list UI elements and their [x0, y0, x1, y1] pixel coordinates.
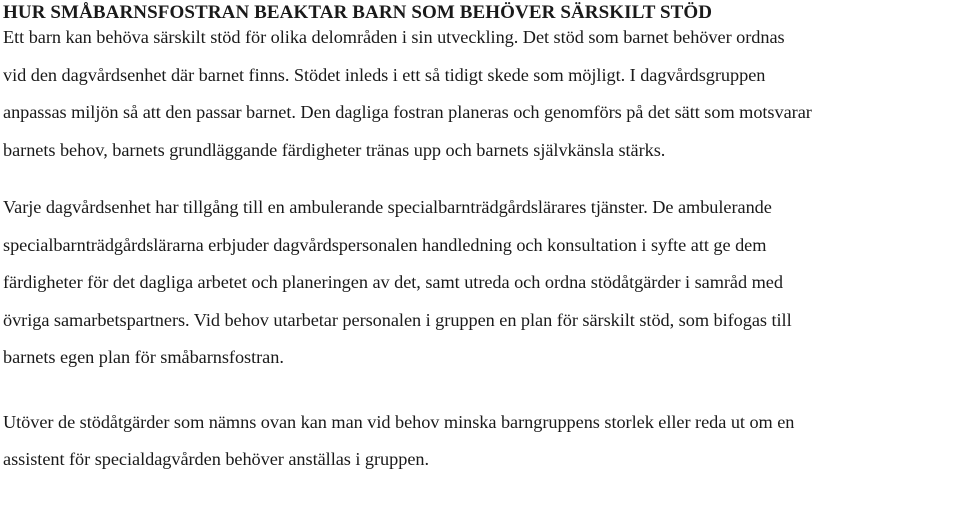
text-line: Ett barn kan behöva särskilt stöd för olika delområden i sin utveckling. Det stöd som barnet behöver ordnas [3, 27, 785, 47]
text-line: specialbarnträdgårdslärarna erbjuder dagvårdspersonalen handledning och konsultation i syfte att ge dem [3, 234, 767, 255]
paragraph-additional-measures [3, 404, 958, 479]
text-line: barnets behov, barnets grundläggande färdigheter tränas upp och barnets självkänsla stärks. [3, 139, 666, 160]
paragraph-ambulating-teachers [3, 189, 958, 377]
text-line: Utöver de stödåtgärder som nämns ovan kan man vid behov minska barngruppens storlek eller reda ut om en [3, 411, 795, 432]
text-line: Varje dagvårdsenhet har tillgång till en ambulerande specialbarnträdgårdslärares tjänster. De ambulerande [3, 197, 772, 217]
text-line: övriga samarbetspartners. Vid behov utarbetar personalen i gruppen en plan för särskilt stöd, som bifogas till [3, 309, 792, 330]
text-line: assistent för specialdagvården behöver anställas i gruppen. [3, 449, 430, 469]
text-line: vid den dagvårdsenhet där barnet finns. Stödet inleds i ett så tidigt skede som möjligt. I dagvårdsgruppen [3, 64, 766, 85]
document-page [3, 0, 958, 479]
text-line: anpassas miljön så att den passar barnet. Den dagliga fostran planeras och genomförs på det sätt som motsvarar [3, 102, 812, 122]
text-line: barnets egen plan för småbarnsfostran. [3, 347, 284, 367]
paragraph-special-support [3, 19, 958, 169]
text-line: färdigheter för det dagliga arbetet och planeringen av det, samt utreda och ordna stödåtgärder i samråd med [3, 272, 783, 292]
document-heading: HUR SMÅBARNSFOSTRAN BEAKTAR BARN SOM BEHÖVER SÄRSKILT STÖD [3, 2, 713, 23]
